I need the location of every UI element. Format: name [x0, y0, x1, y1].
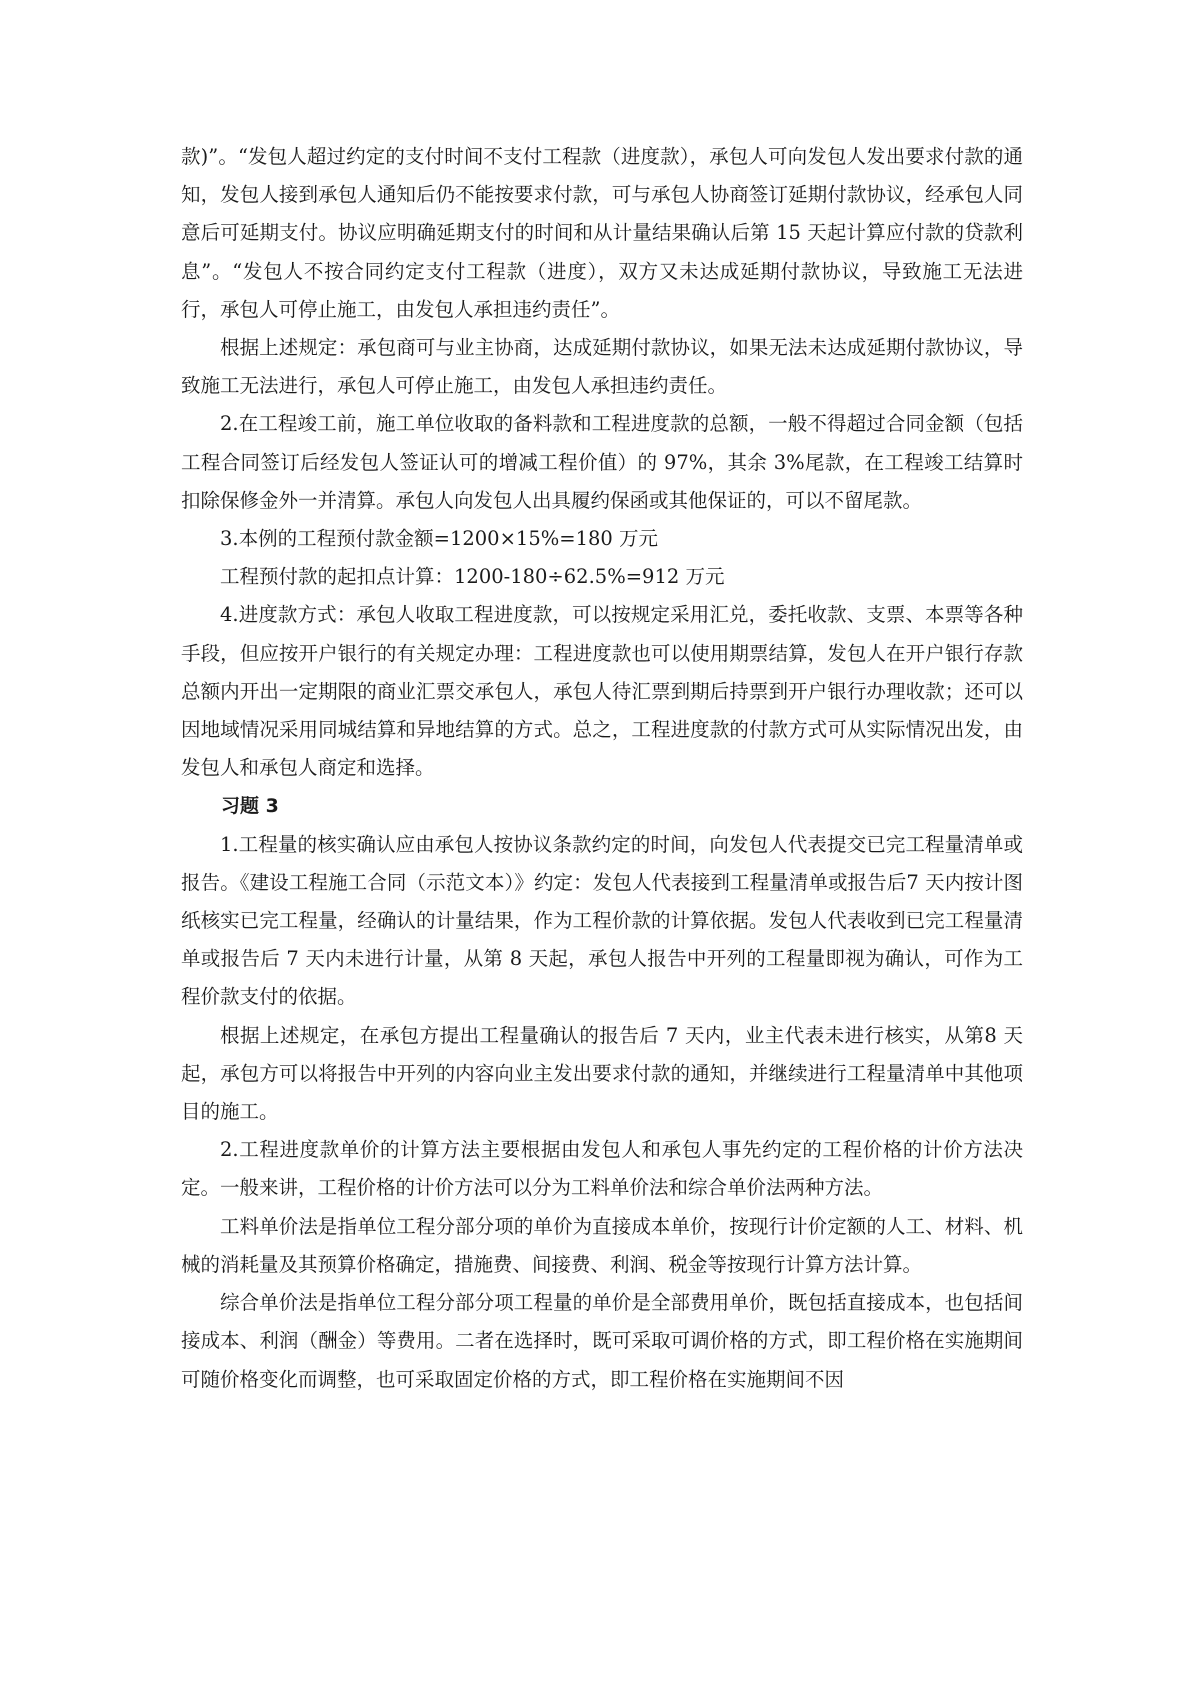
paragraph-item-4-payment-methods: 4.进度款方式：承包人收取工程进度款，可以按规定采用汇兑，委托收款、支票、本票等各种手段，但应按开户银行的有关规定办理：工程进度款也可以使用期票结算，发包人在开户银行存款总额内开出一定期限的商业汇票交承包人，承包人待汇票到期后持票到开户银行办理收款；还可以因地域情况采用同城结算和异地结算的方式。总之，工程进度款的付款方式可从实际情况出发，由发包人和承包人商定和选择。 [181, 603, 1023, 780]
paragraph-deduction-start-point: 工程预付款的起扣点计算：1200-180÷62.5%=912 万元 [220, 565, 725, 589]
section-heading-exercise-3: 习题 3 [221, 795, 279, 818]
paragraph-comprehensive-unit-price: 综合单价法是指单位工程分部分项工程量的单价是全部费用单价，既包括直接成本，也包括间接成本、利润（酬金）等费用。二者在选择时，既可采取可调价格的方式，即工程价格在实施期间可随价格变化而调整，也可采取固定价格的方式，即工程价格在实施期间不因 [181, 1291, 1023, 1391]
paragraph-exercise3-item-1: 1.工程量的核实确认应由承包人按协议条款约定的时间，向发包人代表提交已完工程量清单或报告。《建设工程施工合同（示范文本）》约定：发包人代表接到工程量清单或报告后7 天内按计图纸核实已完工程量，经确认的计量结果，作为工程价款的计算依据。发包人代表收到已完工程量清单或报告后 7 天内未进行计量，从第 8 天起，承包人报告中开列的工程量即视为确认，可作为工程价款支付的依据。 [181, 832, 1023, 1009]
paragraph-item-3-advance-payment: 3.本例的工程预付款金额=1200×15%=180 万元 [220, 527, 659, 551]
paragraph-payment-terms: 款)”。“发包人超过约定的支付时间不支付工程款（进度款），承包人可向发包人发出要求付款的通知，发包人接到承包人通知后仍不能按要求付款，可与承包人协商签订延期付款协议，经承包人同意后可延期支付。协议应明确延期支付的时间和从计量结果确认后第 15 天起计算应付款的贷款利息”。“发包人不按合同约定支付工程款（进度），双方又未达成延期付款协议，导致施工无法进行，承包人可停止施工，由发包人承担违约责任”。 [181, 145, 1023, 321]
document-page [181, 138, 1023, 1399]
paragraph-regulation-summary: 根据上述规定：承包商可与业主协商，达成延期付款协议，如果无法未达成延期付款协议，导致施工无法进行，承包人可停止施工，由发包人承担违约责任。 [181, 336, 1023, 398]
paragraph-item-2-settlement: 2.在工程竣工前，施工单位收取的备料款和工程进度款的总额，一般不得超过合同金额（包括工程合同签订后经发包人签证认可的增减工程价值）的 97%，其余 3%尾款，在工程竣工结算时扣除保修金外一并清算。承包人向发包人出具履约保函或其他保证的，可以不留尾款。 [181, 412, 1023, 512]
paragraph-unit-cost-method: 工料单价法是指单位工程分部分项的单价为直接成本单价，按现行计价定额的人工、材料、机械的消耗量及其预算价格确定，措施费、间接费、利润、税金等按现行计算方法计算。 [181, 1214, 1023, 1276]
paragraph-exercise3-item-2: 2.工程进度款单价的计算方法主要根据由发包人和承包人事先约定的工程价格的计价方法决定。一般来讲，工程价格的计价方法可以分为工料单价法和综合单价法两种方法。 [181, 1138, 1023, 1200]
paragraph-exercise3-regulation: 根据上述规定，在承包方提出工程量确认的报告后 7 天内，业主代表未进行核实，从第8 天起，承包方可以将报告中开列的内容向业主发出要求付款的通知，并继续进行工程量清单中其他项目的施工。 [181, 1023, 1023, 1124]
